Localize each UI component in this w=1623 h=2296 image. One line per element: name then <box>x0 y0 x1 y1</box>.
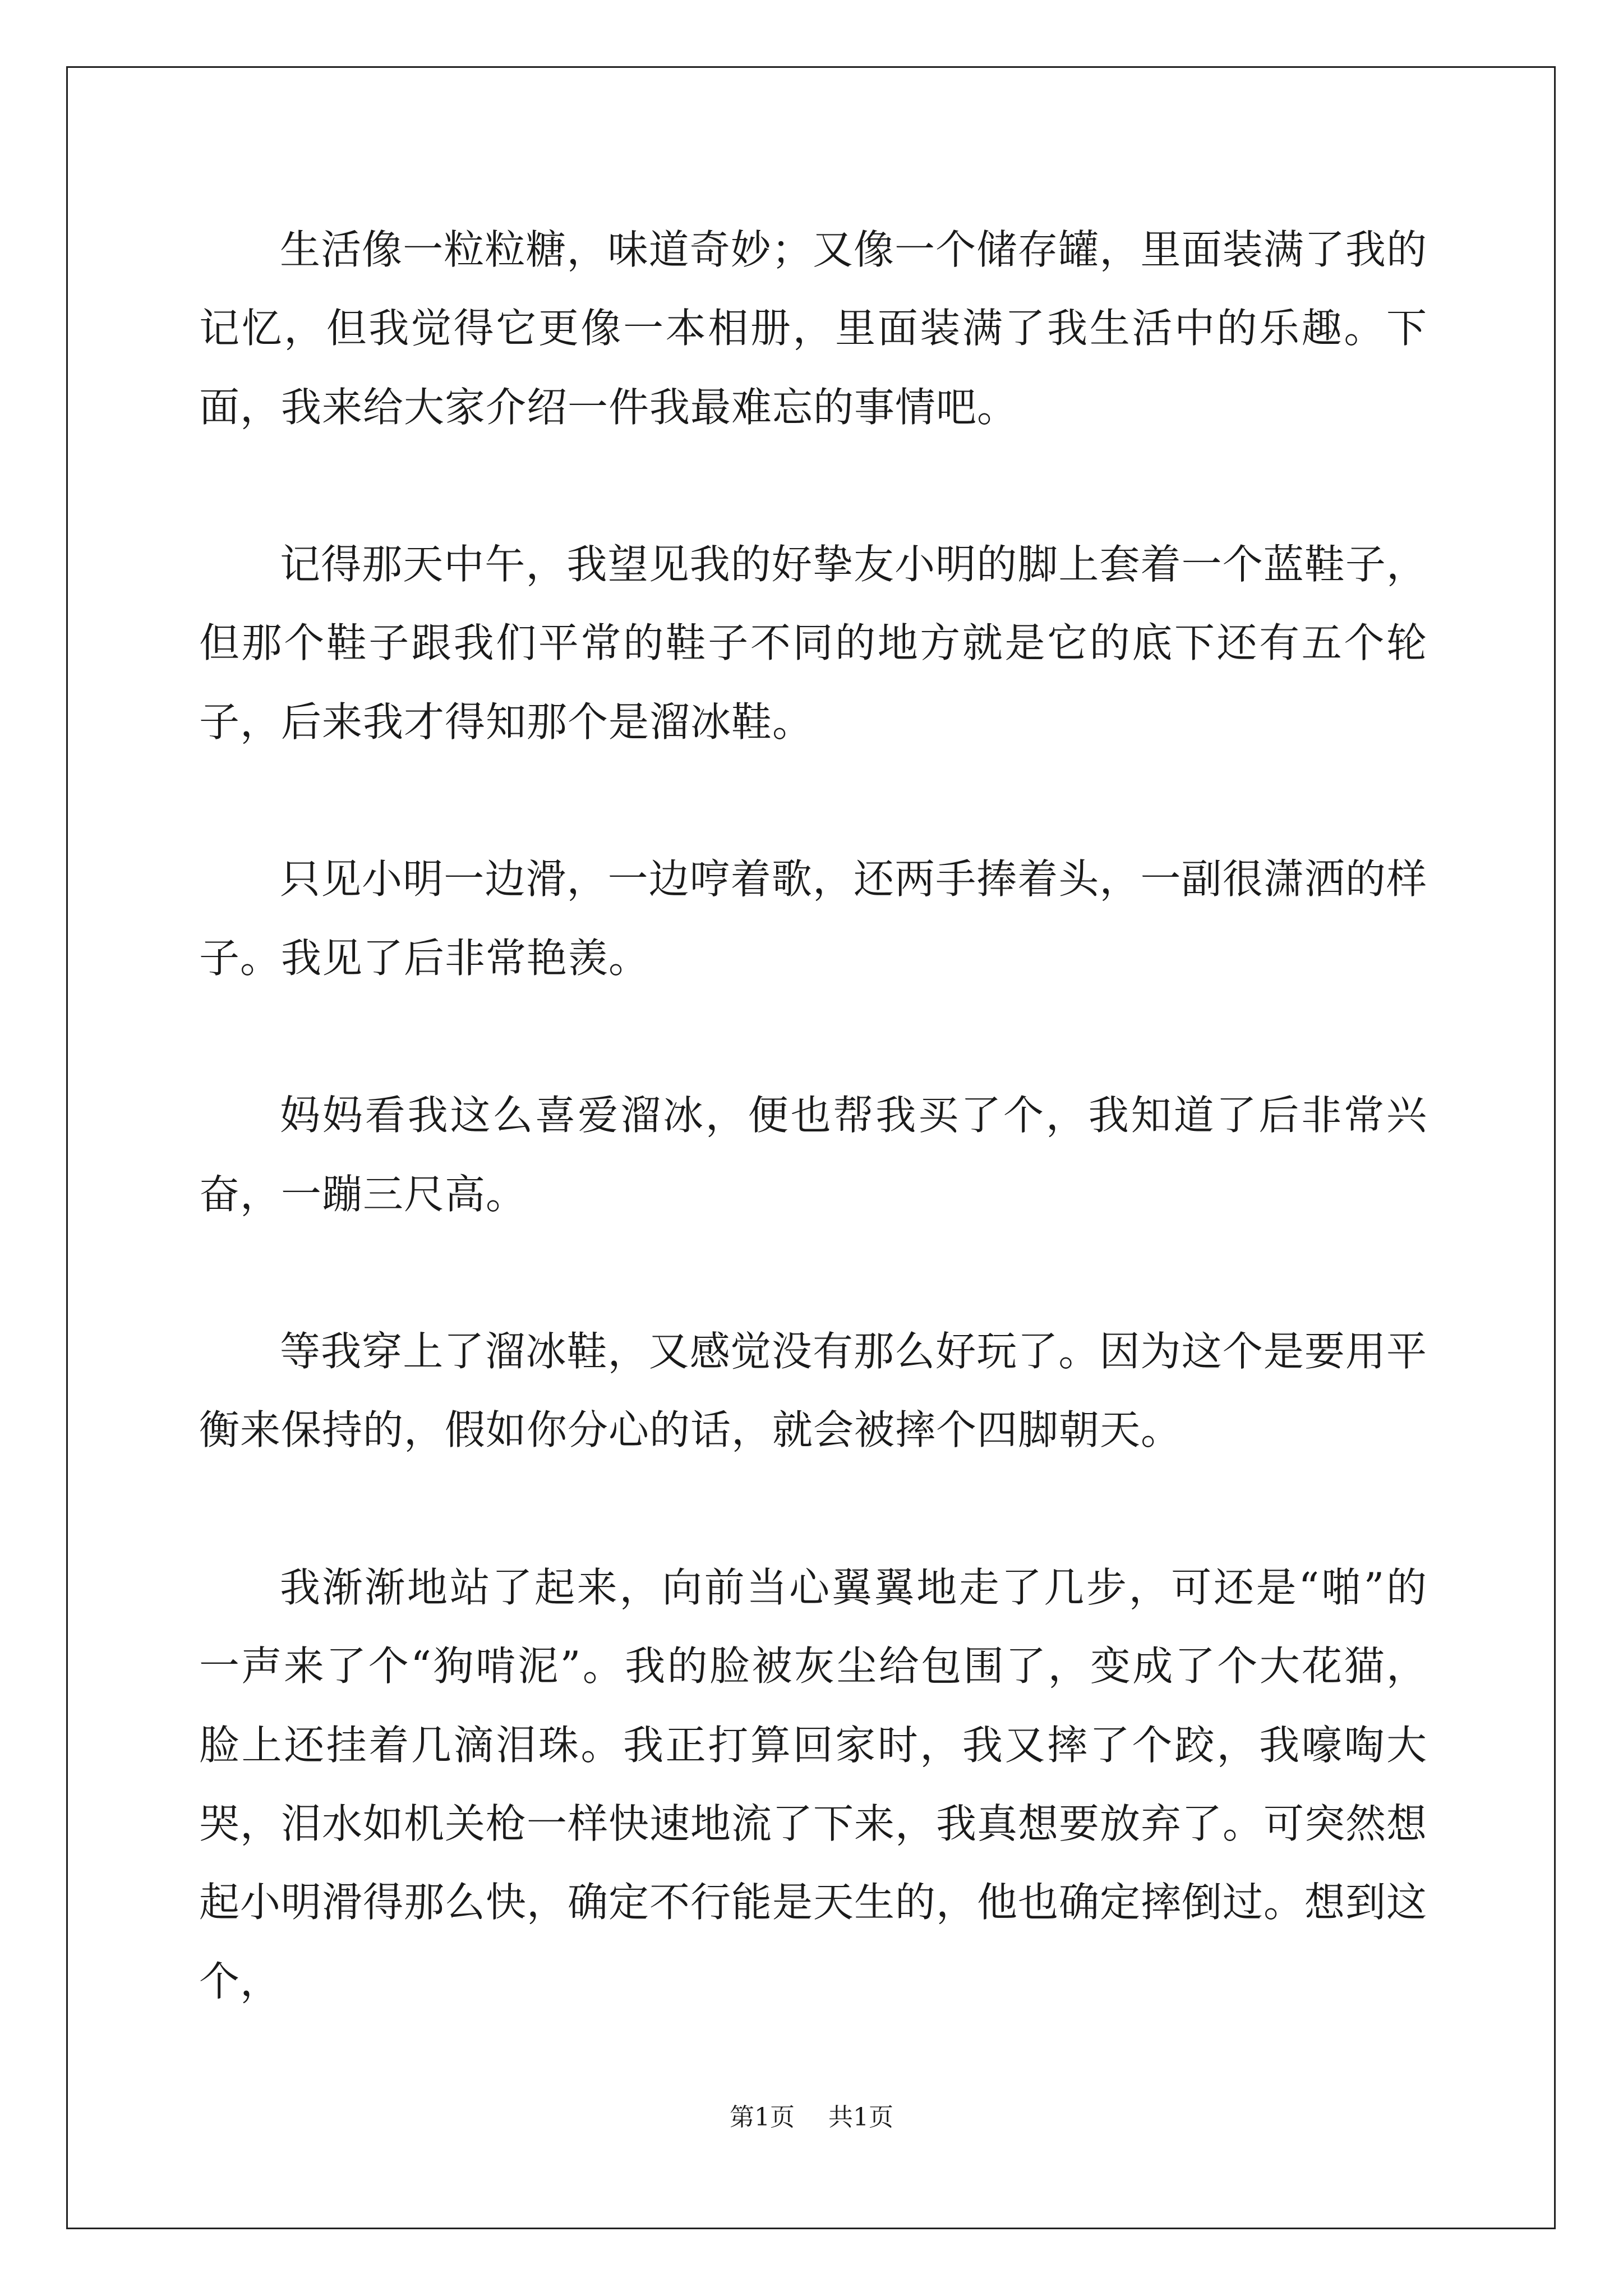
page-total: 共1页 <box>828 2103 893 2132</box>
paragraph-spacer <box>199 1234 1427 1312</box>
paragraph-5: 等我穿上了溜冰鞋，又感觉没有那么好玩了。因为这个是要用平衡来保持的，假如你分心的话，就会被摔个四脚朝天。 <box>199 1328 1427 1454</box>
paragraph-6: 我渐渐地站了起来，向前当心翼翼地走了几步，可还是“啪”的一声来了个“狗啃泥”。我的脸被灰尘给包围了，变成了个大花猫，脸上还挂着几滴泪珠。我正打算回家时，我又摔了个跤，我嚎啕大哭，泪水如机关枪一样快速地流了下来，我真想要放弃了。可突然想起小明滑得那么快，确定不行能是天生的，他也确定摔倒过。想到这个， <box>199 1564 1428 2005</box>
page-footer <box>0 2097 1623 2133</box>
paragraph-4: 妈妈看我这么喜爱溜冰，便也帮我买了个，我知道了后非常兴奋，一蹦三尺高。 <box>199 1092 1427 1218</box>
paragraph-spacer <box>199 997 1427 1076</box>
paragraph-2: 记得那天中午，我望见我的好挚友小明的脚上套着一个蓝鞋子，但那个鞋子跟我们平常的鞋子不同的地方就是它的底下还有五个轮子，后来我才得知那个是溜冰鞋。 <box>199 541 1427 746</box>
paragraph-3: 只见小明一边滑，一边哼着歌，还两手捧着头，一副很潇洒的样子。我见了后非常艳羡。 <box>199 855 1427 982</box>
page-number: 第1页 <box>730 2103 795 2132</box>
paragraph-spacer <box>199 447 1427 525</box>
document-body <box>199 210 1427 2021</box>
paragraph-spacer <box>199 761 1427 840</box>
paragraph-1: 生活像一粒粒糖，味道奇妙；又像一个储存罐，里面装满了我的记忆，但我觉得它更像一本相册，里面装满了我生活中的乐趣。下面，我来给大家介绍一件我最难忘的事情吧。 <box>199 226 1427 431</box>
paragraph-spacer <box>199 1470 1427 1548</box>
